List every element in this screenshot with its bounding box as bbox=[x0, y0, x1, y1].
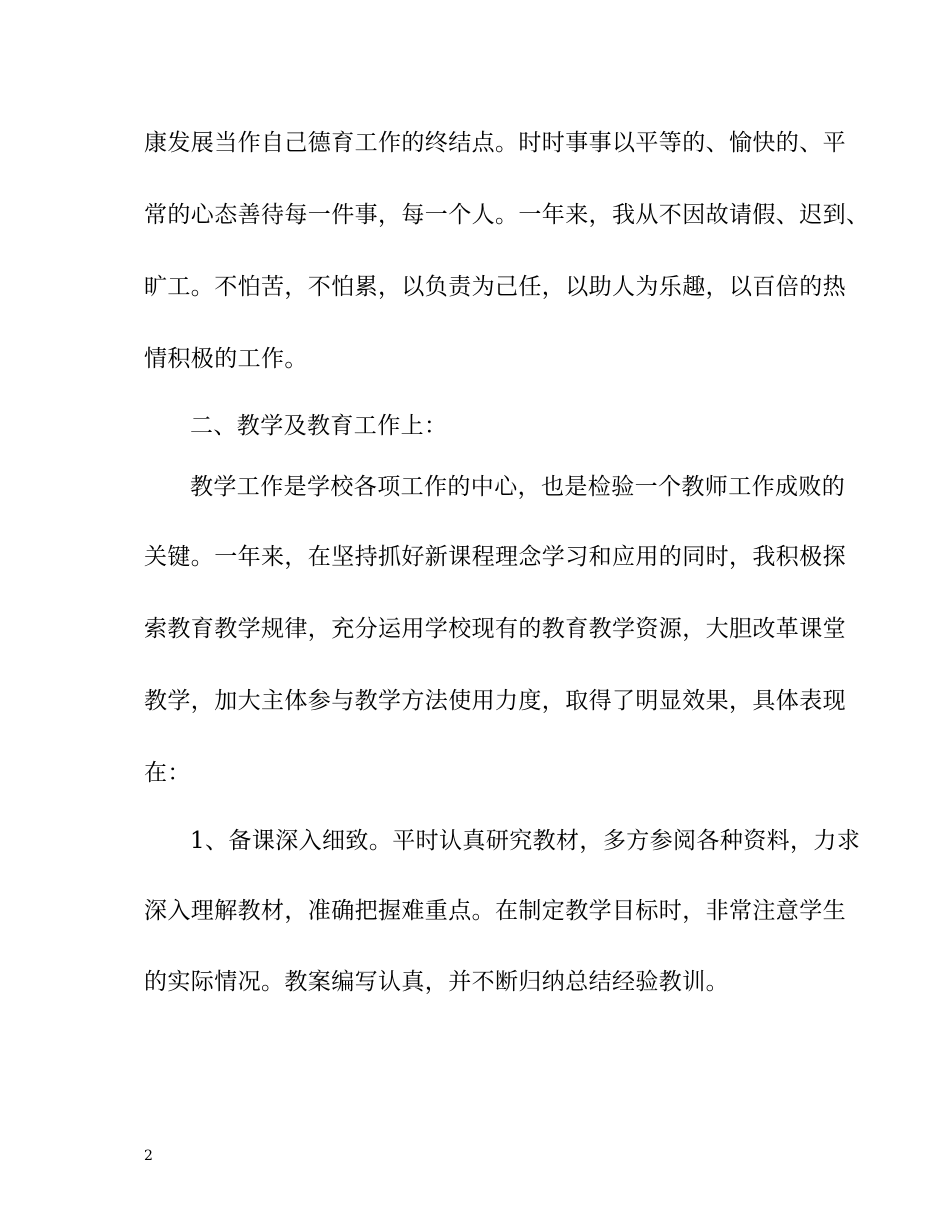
text-line-9: 教学，加大主体参与教学方法使用力度，取得了明显效果，具体表现 bbox=[144, 688, 846, 714]
text-line-13: 的实际情况。教案编写认真，并不断归纳总结经验教训。 bbox=[144, 969, 729, 995]
text-line-7: 关键。一年来，在坚持抓好新课程理念学习和应用的同时，我积极探 bbox=[144, 544, 846, 570]
text-line-12: 深入理解教材，准确把握难重点。在制定教学目标时，非常注意学生 bbox=[144, 898, 846, 924]
text-line-2: 常的心态善待每一件事，每一个人。一年来，我从不因故请假、迟到、 bbox=[144, 202, 870, 228]
text-line-8: 索教育教学规律，充分运用学校现有的教育教学资源，大胆改革课堂 bbox=[144, 616, 846, 642]
text-line-10: 在： bbox=[144, 760, 191, 786]
text-line-1: 康发展当作自己德育工作的终结点。时时事事以平等的、愉快的、平 bbox=[144, 130, 846, 156]
section-heading: 二、教学及教育工作上： bbox=[190, 413, 448, 439]
text-line-3: 旷工。不怕苦，不怕累，以负责为己任，以助人为乐趣，以百倍的热 bbox=[144, 274, 846, 300]
page-number: 2 bbox=[144, 1148, 153, 1164]
text-line-11: 1、备课深入细致。平时认真研究教材，多方参阅各种资料，力求 bbox=[190, 828, 861, 854]
text-line-4: 情积极的工作。 bbox=[144, 346, 308, 372]
text-line-6: 教学工作是学校各项工作的中心，也是检验一个教师工作成败的 bbox=[190, 474, 846, 500]
